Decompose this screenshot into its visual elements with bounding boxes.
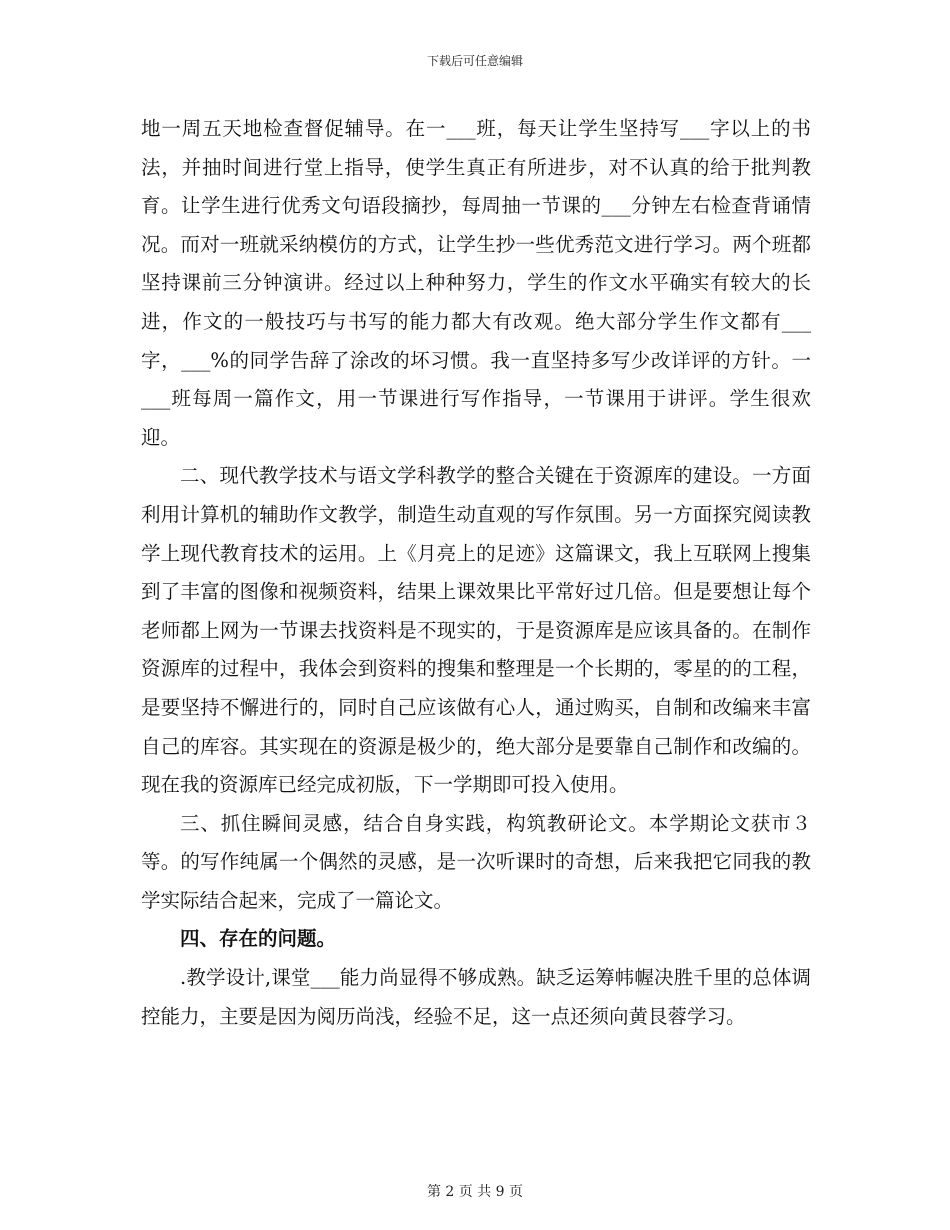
paragraph-3: 三、抓住瞬间灵感，结合自身实践，构筑教研论文。本学期论文获市３等。的写作纯属一个偶然的灵感，是一次听课时的奇想，后来我把它同我的教学实际结合起来，完成了一篇论文。 [141, 811, 811, 912]
document-body [141, 110, 811, 1036]
page-footer: 第 2 页 共 9 页 [426, 1184, 524, 1200]
paragraph-4: .教学设计,课堂___能力尚显得不够成熟。缺乏运筹帏幄决胜千里的总体调控能力，主要是因为阅历尚浅，经验不足，这一点还须向黄艮蓉学习。 [141, 966, 811, 1028]
paragraph-2: 二、现代教学技术与语文学科教学的整合关键在于资源库的建设。一方面利用计算机的辅助作文教学，制造生动直观的写作氛围。另一方面探究阅读教学上现代教育技术的运用。上《月亮上的足迹》这篇课文，我上互联网上搜集到了丰富的图像和视频资料，结果上课效果比平常好过几倍。但是要想让每个老师都上网为一节课去找资料是不现实的，于是资源库是应该具备的。在制作资源库的过程中，我体会到资料的搜集和整理是一个长期的，零星的的工程，是要坚持不懈进行的，同时自己应该做有心人，通过购买，自制和改编来丰富自己的库容。其实现在的资源是极少的，绝大部分是要靠自己制作和改编的。现在我的资源库已经完成初版，下一学期即可投入使用。 [141, 464, 811, 797]
section-heading-4: 四、存在的问题。 [180, 927, 337, 951]
paragraph-1: 地一周五天地检查督促辅导。在一___班，每天让学生坚持写___字以上的书法，并抽时间进行堂上指导，使学生真正有所进步，对不认真的给于批判教育。让学生进行优秀文句语段摘抄，每周抽一节课的___分钟左右检查背诵情况。而对一班就采纳模仿的方式，让学生抄一些优秀范文进行学习。两个班都坚持课前三分钟演讲。经过以上种种努力，学生的作文水平确实有较大的长进，作文的一般技巧与书写的能力都大有改观。绝大部分学生作文都有___字，___%的同学告辞了涂改的坏习惯。我一直坚持多写少改详评的方针。一___班每周一篇作文，用一节课进行写作指导，一节课用于讲评。学生很欢迎。 [141, 117, 811, 449]
page-header: 下载后可任意编辑 [426, 54, 523, 68]
